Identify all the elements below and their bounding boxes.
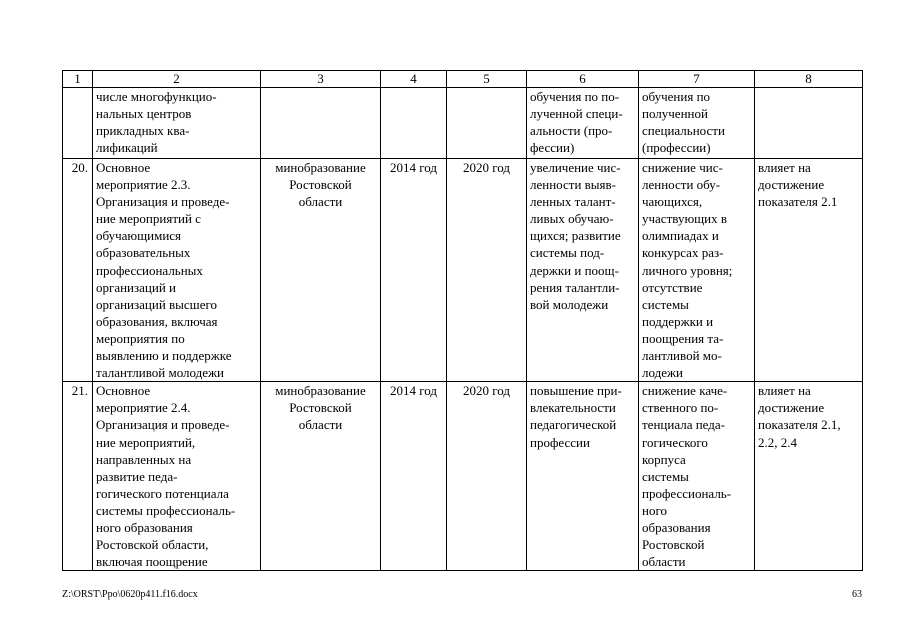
end-year: 2020 год [447, 382, 527, 571]
start-year [381, 88, 447, 159]
measure-name: Основное мероприятие 2.3. Организация и проведе- ние мероприятий с обучающимися образовательных профессиональных организаций и организаций высшего образования, включая мероприятия по выявлению и поддержке талантливой молодежи [93, 159, 261, 382]
row-number: 20. [63, 159, 93, 382]
indicator-link: влияет на достижение показателя 2.1 [755, 159, 863, 382]
executor: минобразование Ростовской области [261, 382, 381, 571]
table-row-continuation [63, 88, 863, 159]
row-number: 21. [63, 382, 93, 571]
indicator-link [755, 88, 863, 159]
executor [261, 88, 381, 159]
column-number: 8 [755, 71, 863, 88]
column-number-row [63, 71, 863, 88]
measure-name: Основное мероприятие 2.4. Организация и проведе- ние мероприятий, направленных на развитие педа- гогического потенциала системы профессиональ- ного образования Ростовской области, включая поощрение [93, 382, 261, 571]
measure-name: числе многофункцио- нальных центров прикладных ква- лификаций [93, 88, 261, 159]
row-number [63, 88, 93, 159]
column-number: 7 [639, 71, 755, 88]
start-year: 2014 год [381, 382, 447, 571]
column-number: 6 [527, 71, 639, 88]
column-number: 1 [63, 71, 93, 88]
column-number: 2 [93, 71, 261, 88]
expected-result: повышение при- влекательности педагогической профессии [527, 382, 639, 571]
column-number: 4 [381, 71, 447, 88]
page-number: 63 [852, 589, 862, 600]
table-row [63, 382, 863, 571]
table-row [63, 159, 863, 382]
column-number: 3 [261, 71, 381, 88]
expected-result: обучения по по- лученной специ- альности (про- фессии) [527, 88, 639, 159]
non-implementation-consequences: снижение чис- ленности обу- чающихся, участвующих в олимпиадах и конкурсах раз- личного уровня; отсутствие системы поддержки и поощрения та- лантливой мо- лодежи [639, 159, 755, 382]
end-year: 2020 год [447, 159, 527, 382]
start-year: 2014 год [381, 159, 447, 382]
indicator-link: влияет на достижение показателя 2.1, 2.2, 2.4 [755, 382, 863, 571]
non-implementation-consequences: обучения по полученной специальности (профессии) [639, 88, 755, 159]
non-implementation-consequences: снижение каче- ственного по- тенциала педа- гогического корпуса системы профессиональ- ного образования Ростовской области [639, 382, 755, 571]
executor: минобразование Ростовской области [261, 159, 381, 382]
end-year [447, 88, 527, 159]
expected-result: увеличение чис- ленности выяв- ленных талант- ливых обучаю- щихся; развитие системы под- держки и поощ- рения талантли- вой молодежи [527, 159, 639, 382]
measures-table [62, 70, 863, 571]
column-number: 5 [447, 71, 527, 88]
footer-file-path: Z:\ORST\Ppo\0620p411.f16.docx [62, 589, 198, 600]
